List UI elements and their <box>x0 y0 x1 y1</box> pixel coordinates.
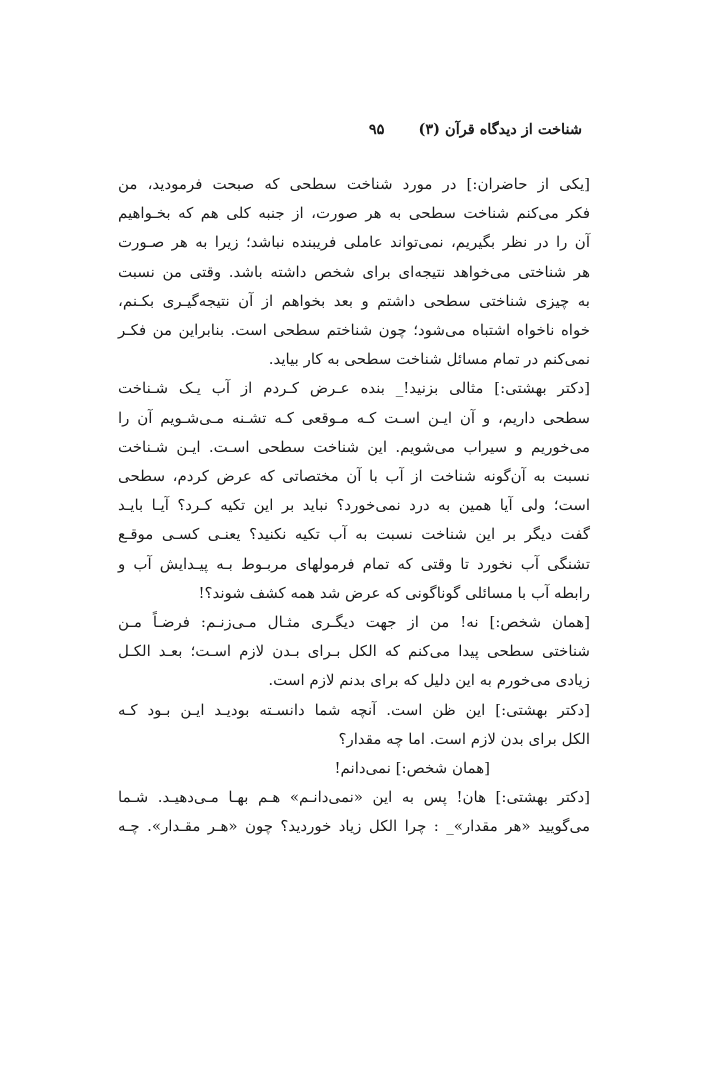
text-line: به چیزی شناختی سطحی داشتم و بعد بخواهم از آن نتیجه‌گیـری بکـنم، <box>118 291 590 310</box>
paragraph <box>118 783 590 841</box>
text-line: می‌خوریم و سیراب می‌شویم. این شناخت سطحی اسـت. ایـن شـناخت <box>118 437 590 456</box>
page-number: ۹۵ <box>368 121 385 138</box>
header-title: شناخت از دیدگاه قرآن (۳) <box>418 121 582 138</box>
text-line: [همان شخص:] نه! من از جهت دیگـری مثـال مـی‌زنـم: فرضـاً مـن <box>118 613 590 632</box>
body-text <box>118 170 590 842</box>
text-line: [دکتر بهشتی:] این ظن است. آنچه شما دانسـته بودیـد ایـن بـود کـه <box>118 700 590 719</box>
text-line: [یکی از حاضران:] در مورد شناخت سطحی که صبحت فرمودید، من <box>118 175 590 193</box>
paragraph <box>118 696 590 754</box>
text-line: زیادی می‌خورم به این دلیل که برای بدنم لازم است. <box>268 671 590 690</box>
text-line: نسبت به آن‌گونه شناخت از آب با آن مختصاتی که عرض کردم، سطحی <box>118 467 590 486</box>
text-line: [دکتر بهشتی:] مثالی بزنید!_ بنده عـرض کـردم از آب یـک شـناخت <box>118 379 590 398</box>
text-line: الکل برای بدن لازم است. اما چه مقدار؟ <box>338 729 590 748</box>
text-line: آن را در نظر بگیریم، نمی‌تواند عاملی فریبنده نباشد؛ زیرا به هر صـورت <box>118 233 590 252</box>
text-line: خواه ناخواه اشتباه می‌شود؛ چون شناختم سطحی است. بنابراین من فکـر <box>118 321 590 340</box>
paragraph <box>118 170 590 374</box>
text-line: تشنگی آب نخورد تا وقتی که تمام فرمولهای مربـوط بـه پیـدایش آب و <box>118 554 590 573</box>
text-line: [دکتر بهشتی:] هان! پس به این «نمی‌دانـم» هـم بهـا مـی‌دهیـد. شـما <box>118 788 590 807</box>
text-line: می‌گویید «هر مقدار»_ : چرا الکل زیاد خوردید؟ چون «هـر مقـدار». چـه <box>118 817 590 836</box>
text-line: است؛ ولی آیا همین به درد نمی‌خورد؟ نباید بر این تکیه کـرد؟ آیـا بایـد <box>118 496 590 515</box>
text-line: نمی‌کنم در تمام مسائل شناخت سطحی به کار بیاید. <box>268 350 590 369</box>
paragraph <box>118 608 590 696</box>
paragraph <box>118 374 590 608</box>
text-line: شناختی سطحی پیدا می‌کنم که الکل بـرای بـدن لازم اسـت؛ بعـد الکـل <box>118 642 590 661</box>
running-header <box>118 118 582 142</box>
text-line: رابطه آب با مسائلی گوناگونی که عرض شد همه کشف شوند؟! <box>198 583 590 602</box>
paragraph <box>118 754 590 783</box>
text-line: گفت دیگر بر این شناخت نسبت به آب تکیه نکنید؟ یعنـی کسـی موقـع <box>118 525 590 544</box>
text-line: هر شناختی می‌خواهد نتیجه‌ای برای شخص داشته باشد. وقتی من نسبت <box>118 262 590 281</box>
text-line: سطحی داریم، و آن ایـن اسـت کـه مـوقعی کـه تشـنه مـی‌شـویم آن را <box>118 408 590 427</box>
text-line: فکر می‌کنم شناخت سطحی به هر صورت، از جنبه کلی هم که بخـواهیم <box>118 204 590 223</box>
text-line: [همان شخص:] نمی‌دانم! <box>334 759 490 778</box>
